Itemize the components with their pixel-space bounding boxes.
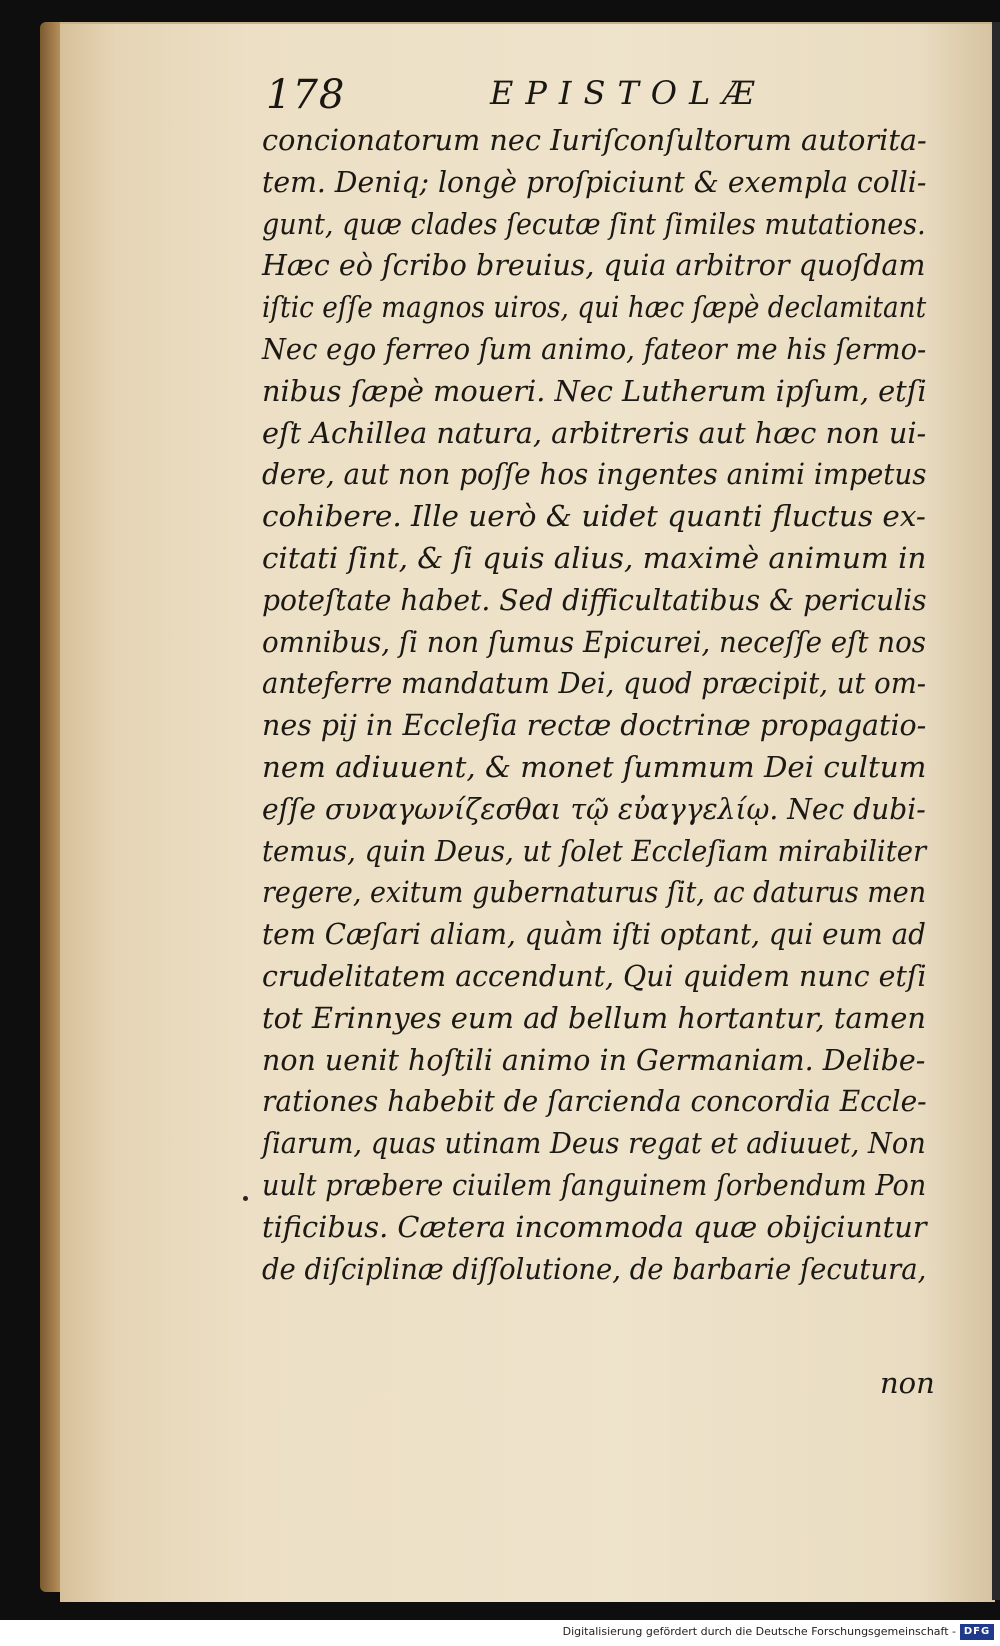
page-header (266, 72, 946, 122)
text-line: dere, aut non poſſe hos ingentes animi impetus (262, 457, 927, 492)
text-line: omnibus, ſi non ſumus Epicurei, neceſſe eſt nos (262, 624, 926, 659)
text-line: Nec ego ferreo ſum animo, fateor me his ſermo- (262, 332, 927, 366)
text-line: cohibere. Ille uerò & uidet quanti fluctus ex- (262, 499, 926, 534)
catchword: non (880, 1366, 935, 1400)
text-line: anteferre mandatum Dei, quod præcipit, ut om- (262, 666, 927, 701)
text-line: tem. Deniq; longè proſpiciunt & exempla colli- (262, 164, 927, 199)
text-line: Hæc eò ſcribo breuius, quia arbitror quoſdam (262, 248, 926, 283)
text-line: uult præbere ciuilem ſanguinem ſorbendum Pon (262, 1168, 927, 1202)
text-line: iſtic eſſe magnos uiros, qui hæc ſæpè declamitant (262, 290, 927, 325)
text-line: crudelitatem accendunt, Qui quidem nunc etſi (262, 959, 927, 993)
page-number: 178 (266, 72, 346, 118)
text-line: tificibus. Cætera incommoda quæ obijciuntur (262, 1209, 927, 1244)
text-line: gunt, quæ clades ſecutæ ſint ſimiles mutationes. (262, 206, 926, 241)
funding-note: Digitalisierung gefördert durch die Deutsche Forschungsgemeinschaft - (562, 1625, 956, 1638)
text-line: de diſciplinæ diſſolutione, de barbarie ſecutura, (262, 1251, 927, 1286)
text-line: citati ſint, & ſi quis alius, maximè animum in (262, 541, 927, 575)
digitization-footer (0, 1620, 1000, 1646)
text-line: nem adiuuent, & monet ſummum Dei cultum (262, 750, 927, 784)
dfg-logo-icon: DFG (960, 1624, 994, 1640)
text-line: poteſtate habet. Sed difficultatibus & periculis (262, 582, 927, 617)
text-line: nes pij in Eccleſia rectæ doctrinæ propagatio- (262, 708, 927, 743)
text-line: tot Erinnyes eum ad bellum hortantur, tamen (262, 1000, 926, 1035)
text-line: non uenit hoſtili animo in Germaniam. Delibe- (262, 1042, 926, 1077)
text-line: rationes habebit de ſarcienda concordia Eccle- (262, 1084, 927, 1119)
text-line: temus, quin Deus, ut ſolet Eccleſiam mirabiliter (262, 833, 927, 868)
text-line: nibus ſæpè moueri. Nec Lutherum ipſum, etſi (262, 373, 927, 408)
text-line: tem Cæſari aliam, quàm iſti optant, qui eum ad (262, 917, 926, 952)
margin-mark (243, 1196, 248, 1201)
running-title: EPISTOLÆ (490, 74, 767, 112)
page-right-edge (992, 22, 1000, 1600)
text-line: ſiarum, quas utinam Deus regat et adiuuet, Non (262, 1126, 926, 1161)
text-line: eſſe συναγωνίζεσθαι τῷ εὐαγγελίῳ. Nec dubi- (262, 791, 926, 826)
text-line: eſt Achillea natura, arbitreris aut hæc non ui- (262, 415, 927, 450)
text-line: concionatorum nec Iuriſconſultorum autorita- (262, 123, 927, 157)
text-line: regere, exitum gubernaturus ſit, ac daturus men (262, 875, 927, 910)
